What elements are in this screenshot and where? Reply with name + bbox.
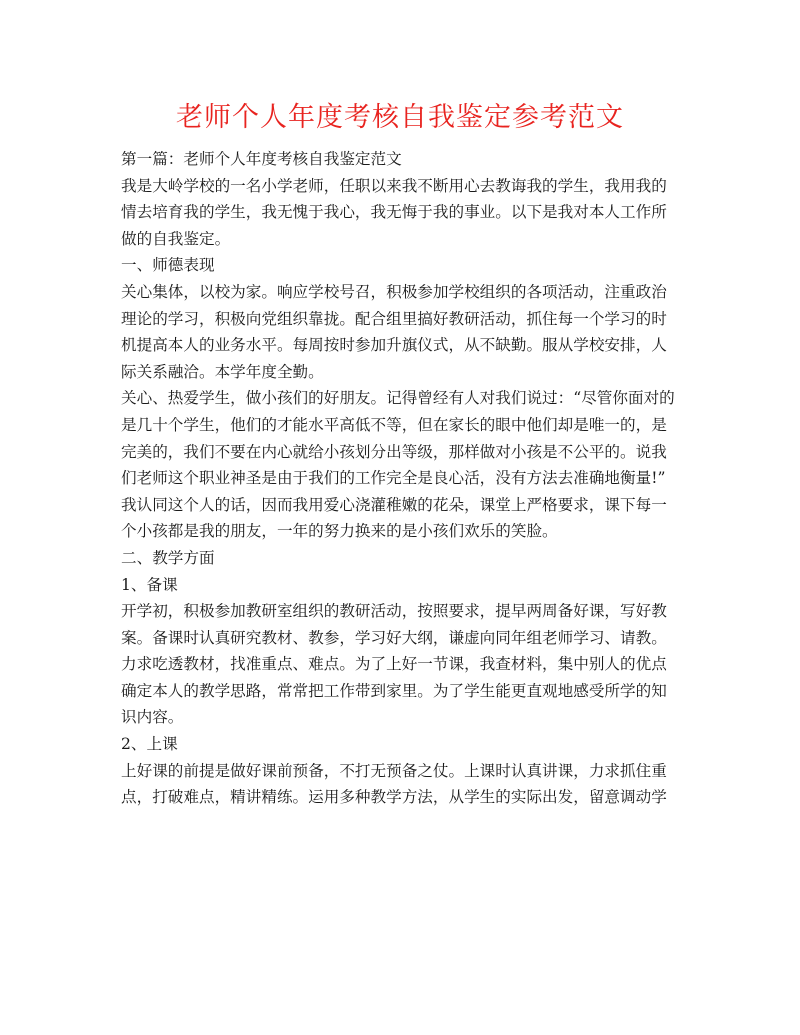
paragraph-line: 际关系融洽。本学年度全勤。 xyxy=(121,362,324,381)
paragraph-line: 机提高本人的业务水平。每周按时参加升旗仪式，从不缺勤。服从学校安排，人 xyxy=(121,336,667,355)
paragraph-line: 完美的，我们不要在内心就给小孩划分出等级，那样做对小孩是不公平的。说我 xyxy=(121,442,667,461)
paragraph-line: 关心集体，以校为家。响应学校号召，积极参加学校组织的各项活动，注重政治 xyxy=(121,282,667,301)
subsection-heading: 1、备课 xyxy=(121,575,178,594)
paragraph-line: 们老师这个职业神圣是由于我们的工作完全是良心活，没有方法去准确地衡量!” xyxy=(121,469,666,488)
paragraph-line: 我认同这个人的话，因而我用爱心浇灌稚嫩的花朵，课堂上严格要求，课下每一 xyxy=(121,495,667,514)
paragraph-line: 情去培育我的学生，我无愧于我心，我无悔于我的事业。以下是我对本人工作所 xyxy=(121,203,667,222)
section-heading: 二、教学方面 xyxy=(121,548,215,567)
paragraph-line: 我是大岭学校的一名小学老师，任职以来我不断用心去教诲我的学生，我用我的 xyxy=(121,176,667,195)
paragraph-line: 个小孩都是我的朋友，一年的努力换来的是小孩们欢乐的笑脸。 xyxy=(121,522,558,541)
paragraph-line: 识内容。 xyxy=(121,708,184,727)
section-heading: 第一篇：老师个人年度考核自我鉴定范文 xyxy=(121,150,402,168)
paragraph-line: 确定本人的教学思路，常常把工作带到家里。为了学生能更直观地感受所学的知 xyxy=(121,681,667,700)
paragraph-line: 上好课的前提是做好课前预备，不打无预备之仗。上课时认真讲课，力求抓住重 xyxy=(121,761,667,780)
document-body xyxy=(121,146,683,811)
paragraph-line: 关心、热爱学生，做小孩们的好朋友。记得曾经有人对我们说过：“尽管你面对的 xyxy=(121,389,675,408)
paragraph-line: 做的自我鉴定。 xyxy=(121,229,231,248)
subsection-heading: 2、上课 xyxy=(121,735,178,754)
paragraph-line: 理论的学习，积极向党组织靠拢。配合组里搞好教研活动，抓住每一个学习的时 xyxy=(121,309,667,328)
paragraph-line: 点，打破难点，精讲精练。运用多种教学方法，从学生的实际出发，留意调动学 xyxy=(121,788,667,807)
section-heading: 一、师德表现 xyxy=(121,256,215,275)
paragraph-line: 案。备课时认真研究教材、教参，学习好大纲，谦虚向同年组老师学习、请教。 xyxy=(121,628,667,647)
document-title: 老师个人年度考核自我鉴定参考范文 xyxy=(176,102,624,133)
paragraph-line: 是几十个学生，他们的才能水平高低不等，但在家长的眼中他们却是唯一的，是 xyxy=(121,415,667,434)
paragraph-line: 力求吃透教材，找准重点、难点。为了上好一节课，我查材料，集中别人的优点 xyxy=(121,655,667,674)
paragraph-line: 开学初，积极参加教研室组织的教研活动，按照要求，提早两周备好课，写好教 xyxy=(121,602,667,621)
